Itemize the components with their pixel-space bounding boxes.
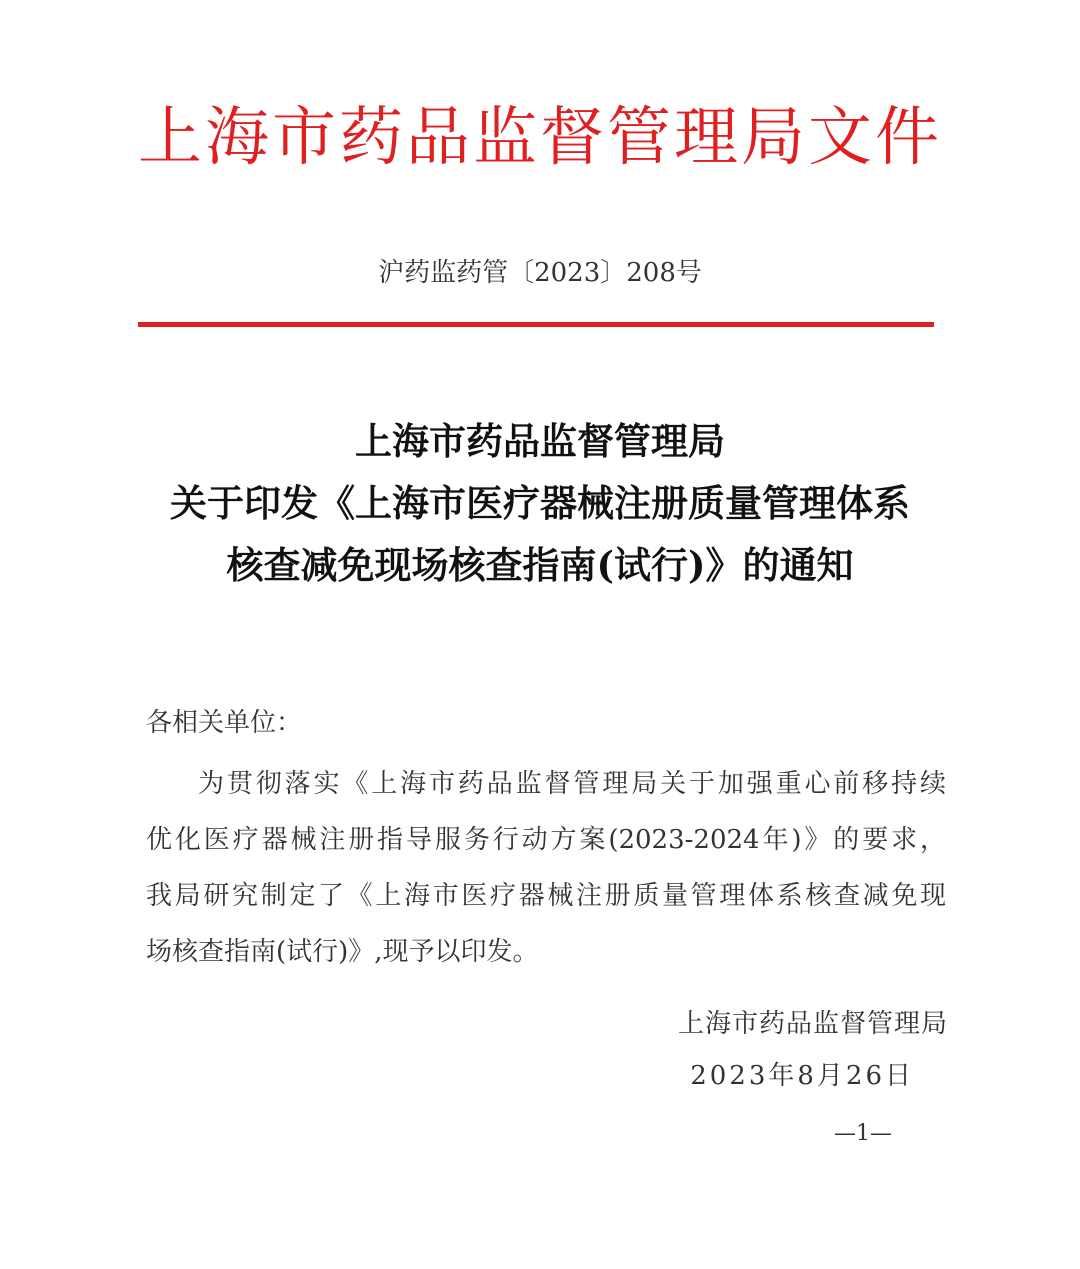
body-paragraph bbox=[146, 756, 946, 980]
body-paragraph-line: 优化医疗器械注册指导服务行动方案(2023-2024年)》的要求， bbox=[146, 825, 946, 855]
body-paragraph-line: 为贯彻落实《上海市药品监督管理局关于加强重心前移持续 bbox=[198, 769, 946, 799]
notice-title bbox=[0, 410, 1080, 596]
issuer-signature: 上海市药品监督管理局 bbox=[677, 1009, 948, 1039]
document-header-title: 上海市药品监督管理局文件 bbox=[138, 101, 942, 175]
red-divider-line bbox=[138, 322, 934, 327]
body-paragraph-line: 场核查指南(试行)》,现予以印发。 bbox=[146, 937, 539, 967]
salutation: 各相关单位： bbox=[146, 708, 303, 738]
document-number: 沪药监药管〔2023〕208号 bbox=[378, 258, 702, 288]
issue-date: 2023年8月26日 bbox=[690, 1061, 914, 1091]
page-number: —1— bbox=[834, 1121, 892, 1146]
notice-title-line: 上海市药品监督管理局 bbox=[355, 419, 725, 463]
notice-title-line: 核查减免现场核查指南(试行)》的通知 bbox=[226, 543, 854, 587]
body-paragraph-line: 我局研究制定了《上海市医疗器械注册质量管理体系核查减免现 bbox=[146, 881, 946, 911]
notice-title-line: 关于印发《上海市医疗器械注册质量管理体系 bbox=[170, 481, 910, 525]
